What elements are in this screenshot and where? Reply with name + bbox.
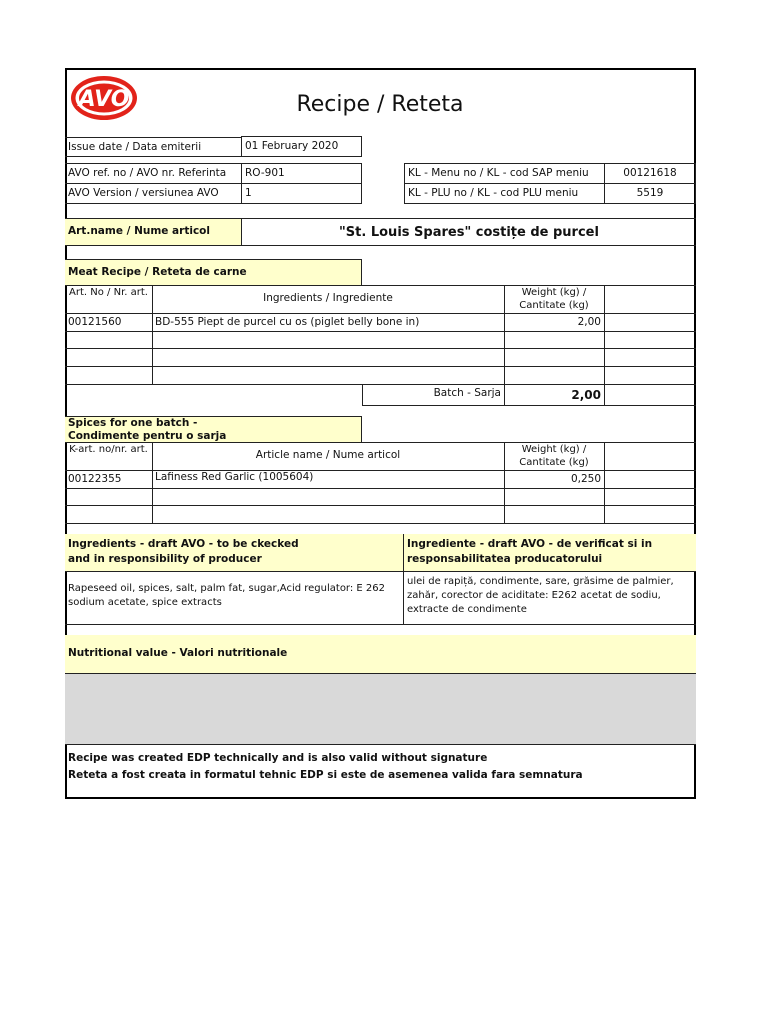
meat-row-weight: 2,00 — [577, 316, 601, 328]
issue-date-label: Issue date / Data emiterii — [65, 137, 241, 157]
ingredients-en-header-2: and in responsibility of producer — [68, 553, 262, 565]
batch-label: Batch - Sarja — [433, 387, 501, 399]
meat-col-artno: Art. No / Nr. art. — [69, 287, 148, 298]
meat-section-label: Meat Recipe / Reteta de carne — [65, 259, 362, 285]
spices-col-name: Article name / Nume articol — [255, 449, 401, 461]
ingredients-ro-header — [404, 534, 696, 572]
meat-row-artno: 00121560 — [68, 316, 122, 328]
meat-table — [65, 285, 696, 405]
ingredients-ro-text: ulei de rapiță, condimente, sare, grăsime de palmier, zahăr, corector de aciditate: E262 acetat de sodiu, extracte de condimente — [404, 572, 696, 625]
nutrition-label: Nutritional value - Valori nutritionale — [65, 635, 696, 674]
meat-col-weight: Weight (kg) / Cantitate (kg) — [519, 287, 589, 311]
ingredients-en-header-1: Ingredients - draft AVO - to be ckecked — [68, 538, 299, 550]
spices-col-weight: Weight (kg) / Cantitate (kg) — [519, 444, 589, 468]
avo-logo — [69, 74, 139, 122]
spices-row-weight: 0,250 — [570, 473, 601, 485]
spices-col-artno: K-art. no/nr. art. — [69, 444, 148, 455]
ingredients-ro-header-2: responsabilitatea producatorului — [407, 553, 603, 565]
avo-logo-graphic — [69, 74, 139, 122]
issue-date-value: 01 February 2020 — [241, 136, 362, 157]
footer-note — [68, 750, 583, 784]
ingredients-en-header — [65, 534, 404, 572]
spices-row-artno: 00122355 — [68, 473, 122, 485]
meat-col-ingredients: Ingredients / Ingrediente — [263, 292, 393, 304]
spices-row-name: Lafiness Red Garlic (1005604) — [155, 471, 314, 483]
artname-label: Art.name / Nume articol — [65, 218, 242, 246]
nutrition-values-box — [65, 674, 696, 745]
kl-menu-value: 00121618 — [605, 163, 696, 184]
version-label: AVO Version / versiunea AVO — [65, 184, 241, 204]
artname-value: "St. Louis Spares" costițe de purcel — [242, 218, 696, 246]
page-title: Recipe / Reteta — [296, 92, 464, 117]
footer-line-2: Reteta a fost creata in formatul tehnic EDP si este de asemenea valida fara semnatura — [68, 769, 583, 781]
batch-value: 2,00 — [571, 388, 601, 402]
meat-row-name: BD-555 Piept de purcel cu os (piglet belly bone in) — [155, 316, 420, 328]
footer-line-1: Recipe was created EDP technically and is also valid without signature — [68, 752, 488, 764]
spices-section-label-1: Spices for one batch - — [68, 417, 198, 429]
spices-table — [65, 442, 696, 524]
kl-plu-label: KL - PLU no / KL - cod PLU meniu — [404, 184, 605, 204]
ref-value: RO-901 — [241, 163, 362, 184]
ingredients-en-text: Rapeseed oil, spices, salt, palm fat, sugar,Acid regulator: E 262 sodium acetate, spice extracts — [65, 572, 404, 625]
ingredients-ro-header-1: Ingrediente - draft AVO - de verificat si in — [407, 538, 653, 550]
kl-plu-value: 5519 — [605, 184, 696, 204]
ref-label: AVO ref. no / AVO nr. Referinta — [65, 163, 241, 184]
spices-section-label — [65, 416, 362, 442]
spices-section-label-2: Condimente pentru o sarja — [68, 430, 227, 442]
kl-menu-label: KL - Menu no / KL - cod SAP meniu — [404, 163, 605, 184]
logo-text: AVO — [78, 87, 130, 112]
version-value: 1 — [241, 184, 362, 204]
